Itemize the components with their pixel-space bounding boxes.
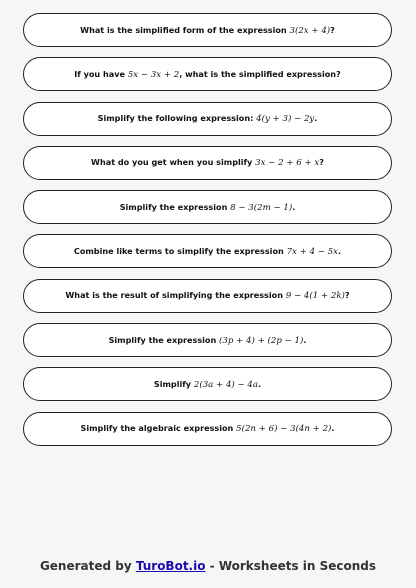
question-text: Combine like terms to simplify the expression 7x + 4 − 5x.	[73, 245, 342, 257]
question-text: Simplify the expression (3p + 4) + (2p − 1).	[108, 334, 307, 346]
math-expression: 5x − 3x + 2	[127, 69, 180, 80]
question-card-9	[23, 367, 392, 401]
math-expression: 8 − 3(2m − 1)	[230, 202, 293, 213]
question-text: Simplify the expression 8 − 3(2m − 1).	[119, 201, 296, 213]
math-expression: 3x − 2 + 6 + x	[255, 158, 320, 169]
question-text: Simplify the following expression: 4(y + 3) − 2y.	[97, 113, 318, 125]
question-text: Simplify 2(3a + 4) − 4a.	[153, 378, 262, 390]
math-expression: 2(3a + 4) − 4a	[193, 379, 259, 390]
question-card-7	[23, 279, 392, 313]
math-expression: 5(2n + 6) − 3(4n + 2)	[236, 424, 332, 435]
question-card-1	[23, 13, 392, 47]
math-expression: 9 − 4(1 + 2k)	[285, 291, 345, 302]
question-card-5	[23, 190, 392, 224]
footer-prefix: Generated by	[39, 559, 136, 573]
question-card-10	[23, 412, 392, 446]
question-card-2	[23, 57, 392, 91]
math-expression: 4(y + 3) − 2y	[256, 114, 315, 125]
question-text: What is the result of simplifying the expression 9 − 4(1 + 2k)?	[65, 290, 350, 302]
footer-suffix: - Worksheets in Seconds	[205, 559, 377, 573]
question-text: If you have 5x − 3x + 2, what is the simplified expression?	[74, 68, 341, 80]
question-card-8	[23, 323, 392, 357]
math-expression: 7x + 4 − 5x	[286, 246, 339, 257]
question-card-4	[23, 146, 392, 180]
question-card-6	[23, 234, 392, 268]
footer	[0, 559, 416, 573]
math-expression: 3(2x + 4)	[289, 25, 331, 36]
turobot-link[interactable]: TuroBot.io	[135, 559, 206, 573]
question-list	[23, 13, 393, 456]
math-expression: (3p + 4) + (2p − 1)	[219, 335, 304, 346]
question-text: What do you get when you simplify 3x − 2 + 6 + x?	[91, 157, 324, 169]
question-card-3	[23, 102, 392, 136]
question-text: What is the simplified form of the expression 3(2x + 4)?	[80, 24, 335, 36]
question-text: Simplify the algebraic expression 5(2n + 6) − 3(4n + 2).	[80, 423, 335, 435]
